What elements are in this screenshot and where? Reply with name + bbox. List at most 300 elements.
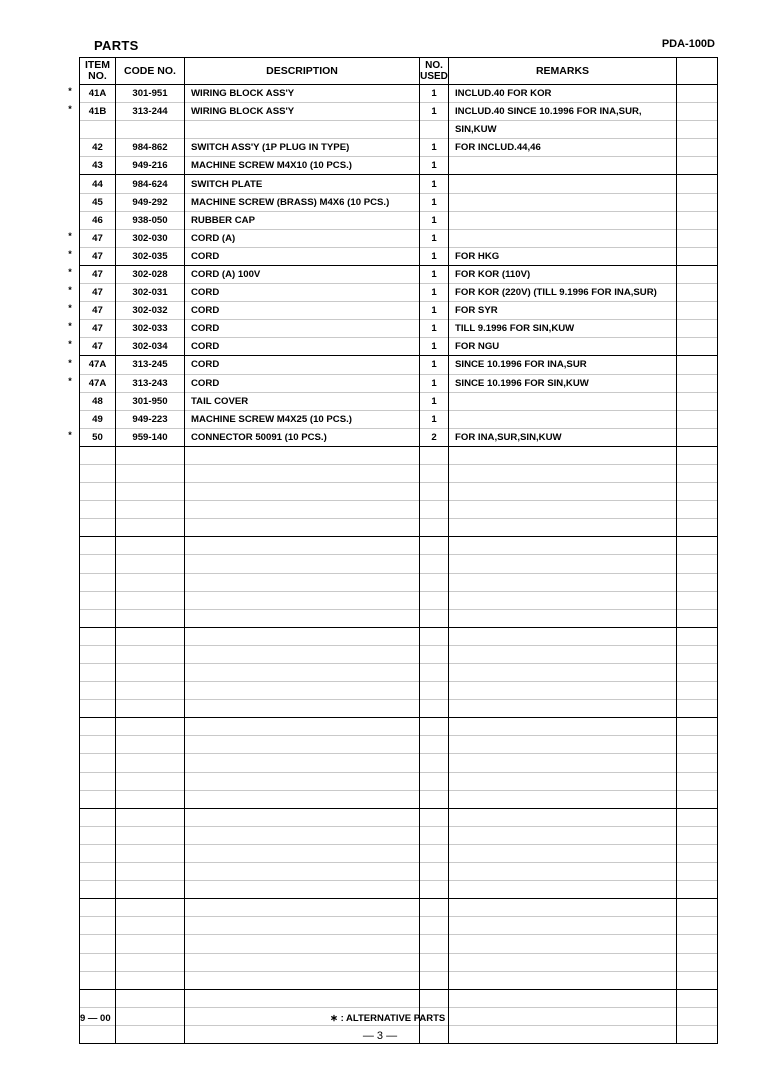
cell-code: 949-223 xyxy=(116,410,185,428)
cell-desc: MACHINE SCREW M4X25 (10 PCS.) xyxy=(185,410,420,428)
cell-code xyxy=(116,881,185,899)
cell-code xyxy=(116,736,185,754)
alternative-part-mark: * xyxy=(68,230,72,241)
cell-code xyxy=(116,591,185,609)
cell-remarks xyxy=(449,736,677,754)
cell-used xyxy=(420,464,449,482)
cell-item xyxy=(80,121,116,139)
cell-item: 48 xyxy=(80,392,116,410)
cell-blank xyxy=(677,519,718,537)
cell-remarks xyxy=(449,772,677,790)
cell-blank xyxy=(677,410,718,428)
cell-desc: CORD (A) xyxy=(185,229,420,247)
cell-desc xyxy=(185,736,420,754)
cell-item: 47 xyxy=(80,284,116,302)
cell-item xyxy=(80,971,116,989)
cell-desc xyxy=(185,446,420,464)
alternative-part-mark: * xyxy=(68,285,72,296)
table-row xyxy=(80,247,718,265)
cell-blank xyxy=(677,139,718,157)
cell-used xyxy=(420,446,449,464)
cell-item xyxy=(80,881,116,899)
cell-code xyxy=(116,537,185,555)
cell-blank xyxy=(677,844,718,862)
cell-remarks: FOR KOR (220V) (TILL 9.1996 FOR INA,SUR) xyxy=(449,284,677,302)
cell-item: 47 xyxy=(80,320,116,338)
empty-row xyxy=(80,501,718,519)
empty-row xyxy=(80,935,718,953)
cell-remarks xyxy=(449,808,677,826)
cell-remarks: FOR HKG xyxy=(449,247,677,265)
cell-desc: MACHINE SCREW (BRASS) M4X6 (10 PCS.) xyxy=(185,193,420,211)
cell-remarks: FOR SYR xyxy=(449,302,677,320)
cell-used xyxy=(420,899,449,917)
empty-row xyxy=(80,917,718,935)
cell-desc xyxy=(185,627,420,645)
cell-item xyxy=(80,664,116,682)
cell-blank xyxy=(677,609,718,627)
cell-remarks: SINCE 10.1996 FOR SIN,KUW xyxy=(449,374,677,392)
cell-remarks xyxy=(449,193,677,211)
cell-code xyxy=(116,772,185,790)
cell-blank xyxy=(677,935,718,953)
cell-item xyxy=(80,537,116,555)
cell-item xyxy=(80,682,116,700)
cell-used: 1 xyxy=(420,193,449,211)
cell-remarks xyxy=(449,591,677,609)
empty-row xyxy=(80,519,718,537)
cell-desc: CORD xyxy=(185,247,420,265)
cell-remarks xyxy=(449,609,677,627)
table-row xyxy=(80,320,718,338)
cell-remarks: INCLUD.40 SINCE 10.1996 FOR INA,SUR, xyxy=(449,103,677,121)
cell-code xyxy=(116,826,185,844)
cell-used: 1 xyxy=(420,85,449,103)
cell-desc xyxy=(185,700,420,718)
cell-used: 1 xyxy=(420,157,449,175)
cell-item xyxy=(80,700,116,718)
cell-remarks xyxy=(449,157,677,175)
empty-row xyxy=(80,971,718,989)
cell-blank xyxy=(677,211,718,229)
cell-desc: MACHINE SCREW M4X10 (10 PCS.) xyxy=(185,157,420,175)
cell-blank xyxy=(677,826,718,844)
table-row xyxy=(80,103,718,121)
cell-code xyxy=(116,121,185,139)
cell-code xyxy=(116,718,185,736)
empty-row xyxy=(80,844,718,862)
cell-item: 47 xyxy=(80,302,116,320)
cell-remarks xyxy=(449,826,677,844)
cell-item xyxy=(80,917,116,935)
empty-row xyxy=(80,754,718,772)
cell-used xyxy=(420,953,449,971)
cell-code: 301-950 xyxy=(116,392,185,410)
cell-desc xyxy=(185,971,420,989)
alternative-part-mark: * xyxy=(68,339,72,350)
cell-blank xyxy=(677,989,718,1007)
cell-remarks xyxy=(449,645,677,663)
col-header-description: DESCRIPTION xyxy=(185,58,420,85)
cell-blank xyxy=(677,645,718,663)
cell-desc xyxy=(185,664,420,682)
cell-used xyxy=(420,935,449,953)
cell-remarks xyxy=(449,790,677,808)
cell-used xyxy=(420,501,449,519)
table-row xyxy=(80,175,718,193)
cell-code xyxy=(116,609,185,627)
cell-code: 302-035 xyxy=(116,247,185,265)
col-header-code: CODE NO. xyxy=(116,58,185,85)
cell-blank xyxy=(677,627,718,645)
table-row xyxy=(80,85,718,103)
cell-code xyxy=(116,863,185,881)
cell-desc: WIRING BLOCK ASS'Y xyxy=(185,103,420,121)
cell-blank xyxy=(677,446,718,464)
cell-blank xyxy=(677,953,718,971)
cell-desc xyxy=(185,953,420,971)
footer-legend: ∗ : ALTERNATIVE PARTS xyxy=(330,1013,446,1024)
cell-desc: CORD xyxy=(185,374,420,392)
empty-row xyxy=(80,446,718,464)
cell-desc xyxy=(185,844,420,862)
cell-code: 313-245 xyxy=(116,356,185,374)
cell-item: 50 xyxy=(80,428,116,446)
empty-row xyxy=(80,772,718,790)
cell-code xyxy=(116,754,185,772)
cell-remarks xyxy=(449,537,677,555)
page-title: PARTS xyxy=(94,38,139,53)
cell-remarks xyxy=(449,229,677,247)
cell-desc: SWITCH ASS'Y (1P PLUG IN TYPE) xyxy=(185,139,420,157)
cell-desc xyxy=(185,881,420,899)
cell-used xyxy=(420,754,449,772)
cell-item xyxy=(80,953,116,971)
cell-used: 1 xyxy=(420,302,449,320)
cell-code xyxy=(116,501,185,519)
cell-desc: CORD xyxy=(185,338,420,356)
cell-used xyxy=(420,736,449,754)
empty-row xyxy=(80,537,718,555)
cell-code xyxy=(116,953,185,971)
cell-used xyxy=(420,772,449,790)
cell-used: 1 xyxy=(420,338,449,356)
table-row xyxy=(80,338,718,356)
cell-desc xyxy=(185,682,420,700)
cell-desc xyxy=(185,790,420,808)
cell-code xyxy=(116,700,185,718)
cell-blank xyxy=(677,265,718,283)
empty-row xyxy=(80,790,718,808)
cell-desc xyxy=(185,826,420,844)
cell-desc xyxy=(185,935,420,953)
cell-blank xyxy=(677,573,718,591)
cell-blank xyxy=(677,229,718,247)
cell-remarks xyxy=(449,627,677,645)
alternative-part-mark: * xyxy=(68,321,72,332)
cell-desc: RUBBER CAP xyxy=(185,211,420,229)
table-row xyxy=(80,374,718,392)
cell-blank xyxy=(677,790,718,808)
cell-used: 1 xyxy=(420,247,449,265)
cell-used xyxy=(420,718,449,736)
cell-used xyxy=(420,121,449,139)
cell-used xyxy=(420,483,449,501)
cell-used xyxy=(420,555,449,573)
cell-blank xyxy=(677,121,718,139)
cell-desc: CORD xyxy=(185,302,420,320)
cell-item: 47 xyxy=(80,247,116,265)
cell-used xyxy=(420,591,449,609)
cell-remarks xyxy=(449,935,677,953)
cell-item xyxy=(80,754,116,772)
table-row xyxy=(80,139,718,157)
cell-code xyxy=(116,664,185,682)
cell-desc xyxy=(185,772,420,790)
cell-desc: WIRING BLOCK ASS'Y xyxy=(185,85,420,103)
cell-used: 1 xyxy=(420,175,449,193)
table-row xyxy=(80,410,718,428)
cell-remarks xyxy=(449,573,677,591)
alternative-part-mark: * xyxy=(68,86,72,96)
table-header-row xyxy=(80,58,718,85)
cell-used xyxy=(420,971,449,989)
cell-remarks xyxy=(449,483,677,501)
cell-blank xyxy=(677,555,718,573)
cell-blank xyxy=(677,320,718,338)
empty-row xyxy=(80,483,718,501)
cell-desc: CORD xyxy=(185,356,420,374)
cell-code xyxy=(116,1007,185,1025)
cell-code xyxy=(116,899,185,917)
cell-used xyxy=(420,664,449,682)
cell-code xyxy=(116,483,185,501)
cell-remarks xyxy=(449,410,677,428)
cell-blank xyxy=(677,537,718,555)
cell-item xyxy=(80,591,116,609)
cell-desc xyxy=(185,989,420,1007)
cell-remarks: SIN,KUW xyxy=(449,121,677,139)
cell-blank xyxy=(677,85,718,103)
cell-blank xyxy=(677,682,718,700)
cell-item xyxy=(80,935,116,953)
cell-blank xyxy=(677,718,718,736)
empty-row xyxy=(80,609,718,627)
cell-item: 41B xyxy=(80,103,116,121)
cell-used xyxy=(420,881,449,899)
cell-blank xyxy=(677,772,718,790)
cell-blank xyxy=(677,863,718,881)
col-header-blank xyxy=(677,58,718,85)
cell-used xyxy=(420,844,449,862)
alternative-part-mark: * xyxy=(68,267,72,277)
cell-item xyxy=(80,844,116,862)
cell-code xyxy=(116,917,185,935)
cell-used xyxy=(420,645,449,663)
cell-code xyxy=(116,645,185,663)
cell-used: 1 xyxy=(420,211,449,229)
cell-remarks: FOR KOR (110V) xyxy=(449,265,677,283)
cell-code xyxy=(116,808,185,826)
cell-used xyxy=(420,537,449,555)
cell-item xyxy=(80,645,116,663)
empty-row xyxy=(80,645,718,663)
cell-code xyxy=(116,935,185,953)
cell-item: 47 xyxy=(80,338,116,356)
cell-blank xyxy=(677,428,718,446)
cell-remarks xyxy=(449,700,677,718)
alternative-part-mark: * xyxy=(68,429,72,440)
cell-blank xyxy=(677,392,718,410)
cell-desc xyxy=(185,917,420,935)
cell-used xyxy=(420,790,449,808)
cell-desc xyxy=(185,573,420,591)
cell-remarks xyxy=(449,682,677,700)
cell-remarks xyxy=(449,501,677,519)
cell-used xyxy=(420,519,449,537)
cell-item xyxy=(80,826,116,844)
cell-desc: TAIL COVER xyxy=(185,392,420,410)
empty-row xyxy=(80,573,718,591)
cell-code: 302-033 xyxy=(116,320,185,338)
cell-blank xyxy=(677,1007,718,1025)
cell-code xyxy=(116,555,185,573)
cell-item: 45 xyxy=(80,193,116,211)
cell-blank xyxy=(677,103,718,121)
cell-blank xyxy=(677,175,718,193)
cell-used xyxy=(420,863,449,881)
cell-item xyxy=(80,736,116,754)
cell-remarks xyxy=(449,917,677,935)
table-row xyxy=(80,302,718,320)
cell-used xyxy=(420,808,449,826)
cell-used xyxy=(420,826,449,844)
cell-used: 1 xyxy=(420,139,449,157)
cell-item: 44 xyxy=(80,175,116,193)
cell-remarks xyxy=(449,718,677,736)
cell-used: 1 xyxy=(420,284,449,302)
cell-code: 302-032 xyxy=(116,302,185,320)
cell-desc xyxy=(185,645,420,663)
cell-blank xyxy=(677,157,718,175)
cell-desc xyxy=(185,464,420,482)
cell-desc: CORD (A) 100V xyxy=(185,265,420,283)
empty-row xyxy=(80,989,718,1007)
cell-code xyxy=(116,844,185,862)
cell-remarks xyxy=(449,464,677,482)
cell-code: 302-028 xyxy=(116,265,185,283)
cell-blank xyxy=(677,881,718,899)
empty-row xyxy=(80,953,718,971)
cell-used: 1 xyxy=(420,356,449,374)
cell-used: 1 xyxy=(420,229,449,247)
cell-code xyxy=(116,627,185,645)
empty-row xyxy=(80,700,718,718)
cell-used xyxy=(420,573,449,591)
cell-desc xyxy=(185,899,420,917)
cell-desc: CORD xyxy=(185,320,420,338)
cell-desc xyxy=(185,483,420,501)
cell-blank xyxy=(677,284,718,302)
cell-desc xyxy=(185,808,420,826)
cell-blank xyxy=(677,247,718,265)
cell-remarks xyxy=(449,844,677,862)
cell-code: 302-031 xyxy=(116,284,185,302)
cell-desc xyxy=(185,863,420,881)
table-row xyxy=(80,356,718,374)
cell-blank xyxy=(677,374,718,392)
cell-desc xyxy=(185,609,420,627)
cell-item xyxy=(80,772,116,790)
table-row xyxy=(80,392,718,410)
cell-remarks: FOR NGU xyxy=(449,338,677,356)
cell-code: 302-030 xyxy=(116,229,185,247)
cell-blank xyxy=(677,899,718,917)
table-row xyxy=(80,157,718,175)
cell-code xyxy=(116,682,185,700)
table-row xyxy=(80,284,718,302)
cell-used xyxy=(420,682,449,700)
table-row xyxy=(80,211,718,229)
cell-blank xyxy=(677,464,718,482)
table-row xyxy=(80,428,718,446)
empty-row xyxy=(80,899,718,917)
cell-item xyxy=(80,790,116,808)
cell-item xyxy=(80,446,116,464)
col-header-remarks: REMARKS xyxy=(449,58,677,85)
cell-item: 46 xyxy=(80,211,116,229)
cell-blank xyxy=(677,754,718,772)
cell-item: 42 xyxy=(80,139,116,157)
cell-remarks: SINCE 10.1996 FOR INA,SUR xyxy=(449,356,677,374)
cell-item: 47A xyxy=(80,374,116,392)
cell-item: 49 xyxy=(80,410,116,428)
alternative-part-mark: * xyxy=(68,375,72,386)
cell-blank xyxy=(677,664,718,682)
cell-code: 313-243 xyxy=(116,374,185,392)
cell-code: 301-951 xyxy=(116,85,185,103)
model-number: PDA-100D xyxy=(661,38,715,50)
cell-blank xyxy=(677,917,718,935)
cell-remarks xyxy=(449,175,677,193)
cell-item xyxy=(80,573,116,591)
cell-used: 1 xyxy=(420,392,449,410)
cell-blank xyxy=(677,483,718,501)
cell-remarks: FOR INCLUD.44,46 xyxy=(449,139,677,157)
cell-desc xyxy=(185,591,420,609)
cell-item xyxy=(80,519,116,537)
cell-remarks xyxy=(449,519,677,537)
cell-desc xyxy=(185,537,420,555)
cell-remarks: TILL 9.1996 FOR SIN,KUW xyxy=(449,320,677,338)
cell-code xyxy=(116,446,185,464)
cell-blank xyxy=(677,971,718,989)
cell-blank xyxy=(677,700,718,718)
cell-item xyxy=(80,609,116,627)
cell-item xyxy=(80,464,116,482)
table-row xyxy=(80,229,718,247)
cell-item xyxy=(80,501,116,519)
empty-row xyxy=(80,627,718,645)
cell-code xyxy=(116,790,185,808)
empty-row xyxy=(80,682,718,700)
cell-desc xyxy=(185,718,420,736)
cell-used xyxy=(420,700,449,718)
cell-desc: CONNECTOR 50091 (10 PCS.) xyxy=(185,428,420,446)
cell-blank xyxy=(677,808,718,826)
alternative-part-mark: * xyxy=(68,248,72,259)
cell-blank xyxy=(677,356,718,374)
